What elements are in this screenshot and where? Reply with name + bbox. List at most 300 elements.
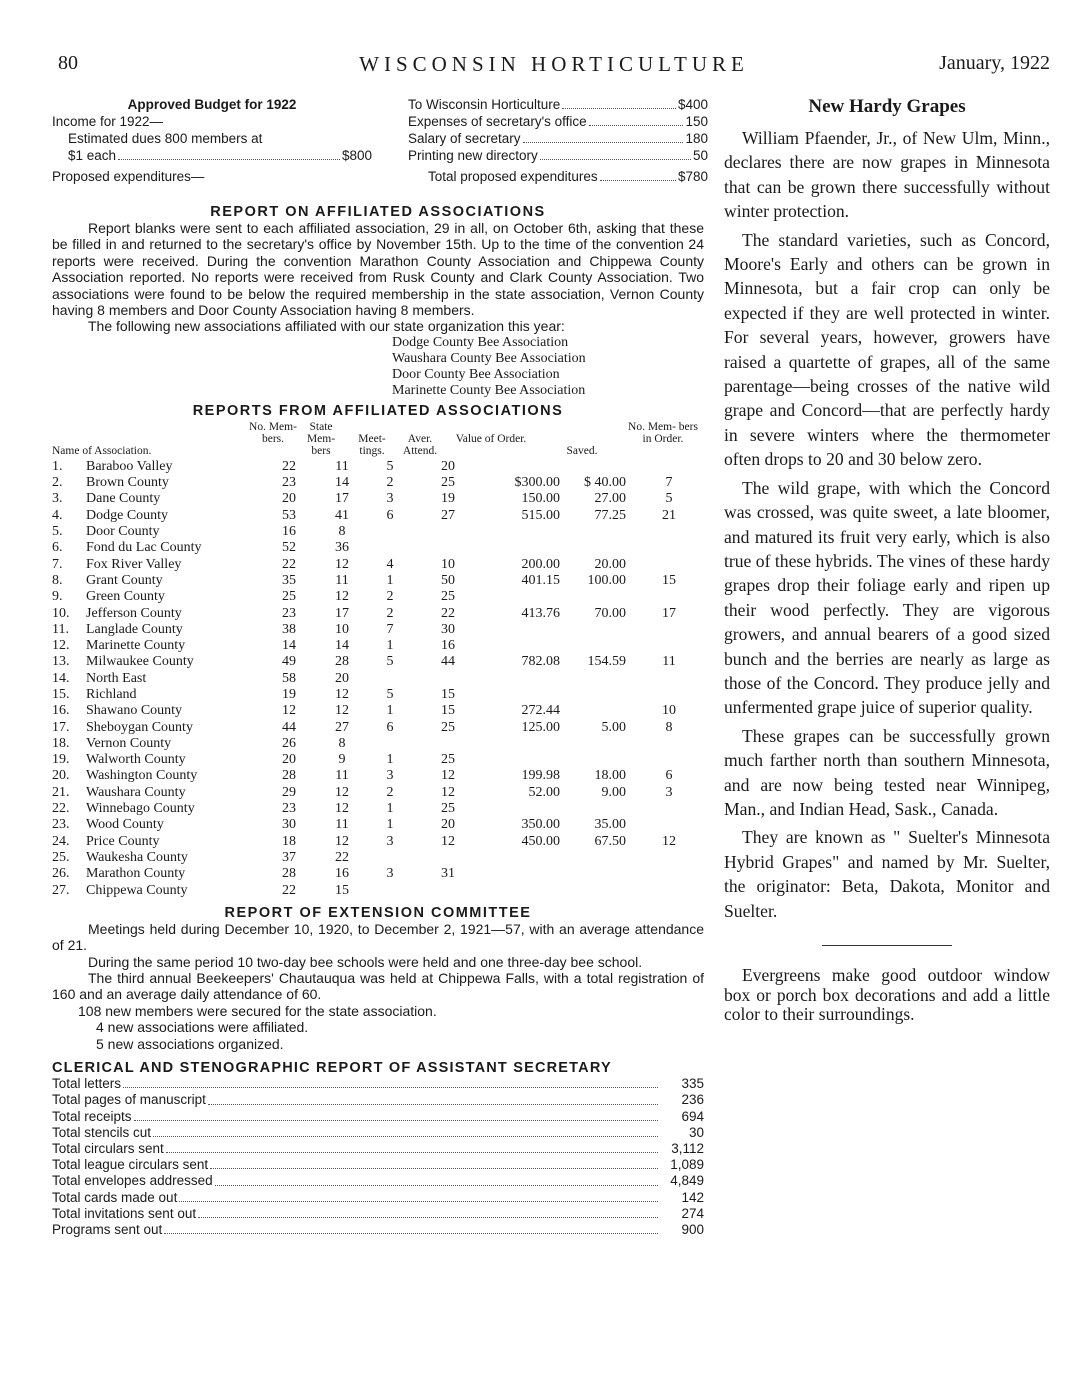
table-row xyxy=(52,508,704,524)
cell-state: 12 xyxy=(335,784,349,800)
cell-mem: 19 xyxy=(282,687,296,702)
clerical-value: 274 xyxy=(681,1205,704,1221)
cell-val: 413.76 xyxy=(521,605,560,621)
cell-val: 450.00 xyxy=(521,833,560,849)
cell-n: 15. xyxy=(52,687,70,702)
cell-att: 25 xyxy=(441,752,455,768)
cell-att xyxy=(414,736,482,752)
cell-att: 25 xyxy=(441,589,455,605)
clerical-value: 142 xyxy=(681,1189,704,1205)
table-row xyxy=(52,736,704,752)
cell-meet: 1 xyxy=(386,703,394,719)
table-row xyxy=(52,606,704,622)
affiliated-report-title: REPORT ON AFFILIATED ASSOCIATIONS xyxy=(210,204,546,220)
col-order-members: No. Mem- bers in Order. xyxy=(628,420,698,445)
grapes-p5: They are known as " Suelter's Minnesota Hybrid Grapes" and named by Mr. Suelter, the originator: Beta, Dakota, Monitor and Suelter. xyxy=(724,827,1050,921)
cell-ord xyxy=(634,736,704,752)
cell-meet: 6 xyxy=(386,507,394,523)
extension-p1: Meetings held during December 10, 1920, to December 2, 1921—57, with an average attendance of 21. xyxy=(52,920,704,954)
cell-att: 44 xyxy=(441,654,455,670)
cell-val xyxy=(482,850,564,866)
cell-meet xyxy=(366,540,414,556)
cell-val: 401.15 xyxy=(521,572,560,588)
cell-mem: 38 xyxy=(282,621,296,637)
cell-att: 10 xyxy=(441,556,455,572)
cell-state: 20 xyxy=(335,670,349,686)
cell-ord: 6 xyxy=(665,768,673,784)
cell-ord: 3 xyxy=(665,784,673,800)
cell-n: 25. xyxy=(52,849,70,865)
cell-saved xyxy=(564,524,634,540)
cell-ord xyxy=(634,638,704,654)
table-row xyxy=(52,573,704,589)
cell-saved: 70.00 xyxy=(594,605,626,621)
cell-meet xyxy=(366,671,414,687)
cell-saved: 5.00 xyxy=(601,719,626,735)
cell-mem: 22 xyxy=(282,556,296,572)
cell-att xyxy=(414,883,482,899)
cell-val xyxy=(482,589,564,605)
clerical-title: CLERICAL AND STENOGRAPHIC REPORT OF ASSISTANT SECRETARY xyxy=(52,1060,612,1077)
cell-val: 199.98 xyxy=(521,768,560,784)
cell-n: 27. xyxy=(52,882,70,898)
cell-ord: 15 xyxy=(662,572,676,588)
table-row xyxy=(52,524,704,540)
cell-saved: 9.00 xyxy=(601,784,626,800)
cell-saved: 18.00 xyxy=(594,768,626,784)
cell-att: 19 xyxy=(441,491,455,507)
cell-meet: 1 xyxy=(386,572,394,588)
cell-name: Wood County xyxy=(86,817,164,833)
new-association: Dodge County Bee Association xyxy=(392,334,569,350)
expense-row: Salary of secretary 180 xyxy=(408,131,708,146)
clerical-value: 1,089 xyxy=(670,1157,704,1173)
cell-val: 782.08 xyxy=(521,654,560,670)
cell-saved xyxy=(564,459,634,475)
page-header xyxy=(58,52,1050,82)
cell-name: North East xyxy=(86,670,147,686)
table-row xyxy=(52,703,704,719)
clerical-value: 30 xyxy=(688,1124,704,1140)
extension-p3: The third annual Beekeepers' Chautauqua was held at Chippewa Falls, with a total registration of 160 and an average daily attendance of 60. xyxy=(52,970,704,1003)
cell-state: 11 xyxy=(335,817,349,833)
cell-ord: 7 xyxy=(665,475,673,491)
cell-n: 16. xyxy=(52,703,70,719)
extension-p4: 108 new members were secured for the state association. xyxy=(78,1002,437,1019)
cell-mem: 18 xyxy=(282,833,296,849)
cell-name: Jefferson County xyxy=(86,605,182,621)
cell-att xyxy=(414,524,482,540)
cell-state: 12 xyxy=(335,556,349,572)
cell-att xyxy=(414,671,482,687)
cell-n: 9. xyxy=(52,589,63,605)
cell-att: 50 xyxy=(441,572,455,588)
clerical-row xyxy=(52,1125,704,1141)
table-row xyxy=(52,850,704,866)
cell-name: Green County xyxy=(86,589,165,605)
cell-name: Shawano County xyxy=(86,703,183,719)
cell-name: Milwaukee County xyxy=(86,654,194,670)
cell-state: 12 xyxy=(335,703,349,719)
cell-saved: 20.00 xyxy=(594,556,626,572)
table-row xyxy=(52,768,704,784)
cell-ord: 10 xyxy=(662,703,676,719)
cell-state: 17 xyxy=(335,491,349,507)
cell-ord: 21 xyxy=(662,507,676,523)
cell-val: 150.00 xyxy=(521,491,560,507)
page-number: 80 xyxy=(58,52,78,74)
cell-meet: 1 xyxy=(386,638,394,654)
cell-n: 1. xyxy=(52,458,63,474)
col-state-members: State Mem- bers xyxy=(306,420,336,457)
clerical-label: Total cards made out xyxy=(52,1189,178,1205)
cell-ord xyxy=(634,524,704,540)
cell-meet: 3 xyxy=(386,833,394,849)
cell-ord xyxy=(634,801,704,817)
reports-table xyxy=(52,459,704,899)
cell-n: 23. xyxy=(52,817,70,833)
cell-name: Baraboo Valley xyxy=(86,458,173,474)
cell-n: 19. xyxy=(52,752,70,768)
cell-ord xyxy=(634,817,704,833)
cell-state: 12 xyxy=(335,589,349,605)
dues-amount-row xyxy=(52,147,372,164)
clerical-value: 900 xyxy=(681,1221,704,1237)
cell-n: 11. xyxy=(52,621,69,637)
clerical-label: Total receipts xyxy=(52,1108,132,1124)
cell-val xyxy=(482,540,564,556)
divider xyxy=(822,945,952,946)
cell-name: Dane County xyxy=(86,491,161,507)
grapes-title: New Hardy Grapes xyxy=(808,96,966,117)
cell-att: 27 xyxy=(441,507,455,523)
cell-ord xyxy=(634,866,704,882)
cell-n: 6. xyxy=(52,540,63,556)
clerical-row xyxy=(52,1190,704,1206)
cell-meet: 1 xyxy=(386,817,394,833)
table-row xyxy=(52,557,704,573)
cell-mem: 20 xyxy=(282,752,296,768)
cell-mem: 20 xyxy=(282,491,296,507)
cell-mem: 14 xyxy=(282,638,296,654)
cell-state: 28 xyxy=(335,654,349,670)
cell-saved: 154.59 xyxy=(587,654,626,670)
table-row xyxy=(52,883,704,899)
cell-name: Fond du Lac County xyxy=(86,540,202,556)
cell-mem: 44 xyxy=(282,719,296,735)
cell-n: 26. xyxy=(52,866,70,882)
cell-meet xyxy=(366,883,414,899)
clerical-label: Total stencils cut xyxy=(52,1124,152,1140)
table-row xyxy=(52,589,704,605)
table-row xyxy=(52,817,704,833)
cell-meet: 2 xyxy=(386,589,394,605)
cell-mem: 58 xyxy=(282,670,296,686)
cell-state: 14 xyxy=(335,638,349,654)
cell-n: 14. xyxy=(52,670,70,686)
clerical-row xyxy=(52,1109,704,1125)
cell-saved xyxy=(564,687,634,703)
cell-ord xyxy=(634,883,704,899)
cell-meet: 2 xyxy=(386,605,394,621)
clerical-row xyxy=(52,1157,704,1173)
table-row xyxy=(52,687,704,703)
cell-n: 3. xyxy=(52,491,63,507)
cell-saved xyxy=(564,671,634,687)
cell-name: Marathon County xyxy=(86,866,186,882)
cell-att: 20 xyxy=(441,817,455,833)
right-column xyxy=(724,96,1050,1029)
cell-mem: 49 xyxy=(282,654,296,670)
budget-heading: Approved Budget for 1922 xyxy=(127,97,297,112)
cell-val xyxy=(482,687,564,703)
reports-table-header xyxy=(52,419,704,459)
table-row xyxy=(52,785,704,801)
cell-mem: 30 xyxy=(282,817,296,833)
cell-n: 5. xyxy=(52,524,63,540)
cell-state: 12 xyxy=(335,833,349,849)
cell-val xyxy=(482,883,564,899)
cell-ord: 11 xyxy=(662,654,676,670)
cell-mem: 53 xyxy=(282,507,296,523)
cell-name: Walworth County xyxy=(86,752,186,768)
table-row xyxy=(52,720,704,736)
cell-n: 18. xyxy=(52,735,70,751)
clerical-label: Total envelopes addressed xyxy=(52,1173,213,1189)
cell-att: 15 xyxy=(441,687,455,702)
dues-line: Estimated dues 800 members at xyxy=(68,131,263,146)
income-label: Income for 1922— xyxy=(52,114,164,129)
cell-saved xyxy=(564,622,634,638)
new-association: Marinette County Bee Association xyxy=(392,382,586,398)
clerical-row xyxy=(52,1076,704,1092)
cell-n: 17. xyxy=(52,719,70,735)
left-column xyxy=(52,96,708,1238)
cell-att: 15 xyxy=(441,703,455,719)
cell-name: Waushara County xyxy=(86,784,186,800)
cell-saved: 67.50 xyxy=(594,833,626,849)
cell-val: 52.00 xyxy=(528,784,560,800)
cell-name: Door County xyxy=(86,524,160,540)
cell-val: 125.00 xyxy=(521,719,560,735)
cell-att: 16 xyxy=(441,638,455,654)
cell-saved: 100.00 xyxy=(587,572,626,588)
budget-income xyxy=(52,96,372,185)
cell-mem: 37 xyxy=(282,849,296,865)
extension-p6: 5 new associations organized. xyxy=(96,1035,284,1052)
cell-name: Langlade County xyxy=(86,621,183,637)
cell-att: 20 xyxy=(441,458,455,474)
cell-val: 200.00 xyxy=(521,556,560,572)
evergreens-note: Evergreens make good outdoor window box or porch box decorations and add a little color to their surroundings. xyxy=(724,965,1050,1024)
cell-state: 11 xyxy=(335,458,349,474)
cell-ord: 17 xyxy=(662,605,676,621)
col-members: No. Mem- bers. xyxy=(249,420,297,445)
cell-meet: 2 xyxy=(386,475,394,491)
cell-n: 4. xyxy=(52,507,63,523)
clerical-row xyxy=(52,1092,704,1108)
budget-expenditures xyxy=(408,96,708,185)
cell-n: 10. xyxy=(52,605,70,621)
cell-meet: 5 xyxy=(386,687,394,702)
extension-p5: 4 new associations were affiliated. xyxy=(96,1019,309,1036)
new-association: Waushara County Bee Association xyxy=(392,350,586,366)
cell-ord xyxy=(634,752,704,768)
cell-ord: 5 xyxy=(665,491,673,507)
cell-att xyxy=(414,850,482,866)
clerical-value: 3,112 xyxy=(671,1140,704,1156)
cell-saved: $ 40.00 xyxy=(584,475,626,491)
clerical-label: Total invitations sent out xyxy=(52,1205,197,1221)
cell-saved xyxy=(564,883,634,899)
cell-att: 22 xyxy=(441,605,455,621)
cell-state: 14 xyxy=(335,475,349,491)
cell-mem: 26 xyxy=(282,735,296,751)
cell-name: Fox River Valley xyxy=(86,556,182,572)
cell-name: Waukesha County xyxy=(86,849,188,865)
col-meetings: Meet- tings. xyxy=(358,432,386,457)
clerical-value: 694 xyxy=(681,1108,704,1124)
cell-name: Chippewa County xyxy=(86,882,188,898)
cell-att: 25 xyxy=(441,801,455,817)
cell-val xyxy=(482,866,564,882)
cell-meet: 4 xyxy=(386,556,394,572)
expense-row: To Wisconsin Horticulture $400 xyxy=(408,97,708,112)
cell-saved xyxy=(564,638,634,654)
clerical-label: Total pages of manuscript xyxy=(52,1092,206,1108)
cell-saved: 35.00 xyxy=(594,817,626,833)
cell-name: Marinette County xyxy=(86,638,186,654)
table-row xyxy=(52,459,704,475)
grapes-p1: William Pfaender, Jr., of New Ulm, Minn., declares there are now grapes in Minnesota that can be grown there successfully without winter protection. xyxy=(724,128,1050,222)
cell-ord xyxy=(634,540,704,556)
clerical-value: 236 xyxy=(681,1092,704,1108)
clerical-list xyxy=(52,1076,704,1238)
col-attend: Aver. Attend. xyxy=(402,432,438,457)
cell-mem: 16 xyxy=(282,524,296,540)
table-row xyxy=(52,638,704,654)
cell-saved xyxy=(564,540,634,556)
cell-mem: 28 xyxy=(282,768,296,784)
expense-total-row: Total proposed expenditures $780 xyxy=(428,169,708,184)
budget-section xyxy=(52,96,708,196)
cell-saved xyxy=(564,589,634,605)
cell-att: 12 xyxy=(441,833,455,849)
cell-mem: 29 xyxy=(282,784,296,800)
cell-saved: 77.25 xyxy=(594,507,626,523)
cell-saved xyxy=(564,703,634,719)
table-row xyxy=(52,540,704,556)
clerical-label: Programs sent out xyxy=(52,1221,163,1237)
affiliated-report-para2: The following new associations affiliated with our state organization this year: xyxy=(88,318,565,335)
cell-name: Washington County xyxy=(86,768,198,784)
cell-state: 15 xyxy=(335,882,349,898)
cell-meet xyxy=(366,736,414,752)
dues-amount: $800 xyxy=(341,148,372,163)
table-row xyxy=(52,671,704,687)
grapes-p2: The standard varieties, such as Concord, Moore's Early and others can be grown in Minnesota, but a fair crop can only be expected if they are well protected in winter. For several years, however, growers have raised a quartette of grapes, all of the same parentage—being crosses of the native wild grape and Concord—that are perfectly hardy in severe winters where the thermometer often drops to 20 and 30 below zero. xyxy=(724,229,1050,470)
cell-name: Grant County xyxy=(86,572,163,588)
cell-saved: 27.00 xyxy=(594,491,626,507)
cell-name: Sheboygan County xyxy=(86,719,193,735)
table-row xyxy=(52,622,704,638)
table-row xyxy=(52,801,704,817)
cell-n: 7. xyxy=(52,556,63,572)
new-association: Door County Bee Association xyxy=(392,366,560,382)
cell-saved xyxy=(564,736,634,752)
clerical-value: 4,849 xyxy=(670,1173,704,1189)
cell-att: 31 xyxy=(441,866,455,882)
cell-name: Price County xyxy=(86,833,160,849)
cell-ord xyxy=(634,557,704,573)
cell-n: 21. xyxy=(52,784,70,800)
cell-state: 8 xyxy=(338,735,346,751)
cell-n: 24. xyxy=(52,833,70,849)
cell-val: 350.00 xyxy=(521,817,560,833)
cell-val xyxy=(482,622,564,638)
cell-mem: 23 xyxy=(282,605,296,621)
col-saved: Saved. xyxy=(566,444,598,457)
cell-mem: 22 xyxy=(282,458,296,474)
cell-att: 25 xyxy=(441,475,455,491)
cell-state: 27 xyxy=(335,719,349,735)
clerical-row xyxy=(52,1173,704,1189)
cell-att: 25 xyxy=(441,719,455,735)
cell-ord xyxy=(634,589,704,605)
cell-val xyxy=(482,459,564,475)
cell-ord: 12 xyxy=(662,833,676,849)
clerical-row xyxy=(52,1141,704,1157)
cell-ord: 8 xyxy=(665,719,673,735)
cell-val xyxy=(482,752,564,768)
col-name: Name of Association. xyxy=(52,444,152,457)
cell-mem: 52 xyxy=(282,540,296,556)
table-row xyxy=(52,491,704,507)
reports-table-title: REPORTS FROM AFFILIATED ASSOCIATIONS xyxy=(192,402,564,419)
clerical-row xyxy=(52,1222,704,1238)
cell-meet: 5 xyxy=(386,654,394,670)
issue-date: January, 1922 xyxy=(939,52,1050,74)
cell-state: 16 xyxy=(335,866,349,882)
cell-state: 22 xyxy=(335,849,349,865)
cell-state: 9 xyxy=(338,752,346,768)
cell-state: 11 xyxy=(335,768,349,784)
cell-mem: 25 xyxy=(282,589,296,605)
clerical-label: Total letters xyxy=(52,1076,122,1092)
cell-val: 272.44 xyxy=(521,703,560,719)
cell-state: 8 xyxy=(338,524,346,540)
table-row xyxy=(52,834,704,850)
dues-line2: $1 each xyxy=(68,148,117,163)
cell-state: 17 xyxy=(335,605,349,621)
cell-ord xyxy=(634,459,704,475)
expense-row: Printing new directory 50 xyxy=(408,148,708,163)
cell-meet xyxy=(366,524,414,540)
extension-p2: During the same period 10 two-day bee schools were held and one three-day bee school. xyxy=(88,953,643,970)
table-row xyxy=(52,752,704,768)
cell-mem: 12 xyxy=(282,703,296,719)
cell-n: 8. xyxy=(52,572,63,588)
cell-val: 515.00 xyxy=(521,507,560,523)
cell-saved xyxy=(564,866,634,882)
cell-name: Richland xyxy=(86,687,137,702)
cell-state: 36 xyxy=(335,540,349,556)
cell-val xyxy=(482,638,564,654)
cell-name: Vernon County xyxy=(86,735,172,751)
cell-saved xyxy=(564,850,634,866)
grapes-p3: The wild grape, with which the Concord was crossed, was quite sweet, a late bloomer, and matured its fruit very early, which is also true of these hybrids. The vines of these hardy grapes drop their foliage early and ripen up their wood perfectly. They are vigorous growers, and annual bearers of a good sized bunch and the berries are nearly as large as those of the Concord. They produce jelly and unfermented grape juice of superior quality. xyxy=(724,477,1050,718)
grapes-p4: These grapes can be successfully grown much farther north than southern Minnesota, and are now being tested near Winnipeg, Man., and Indian Head, Sask., Canada. xyxy=(724,725,1050,819)
